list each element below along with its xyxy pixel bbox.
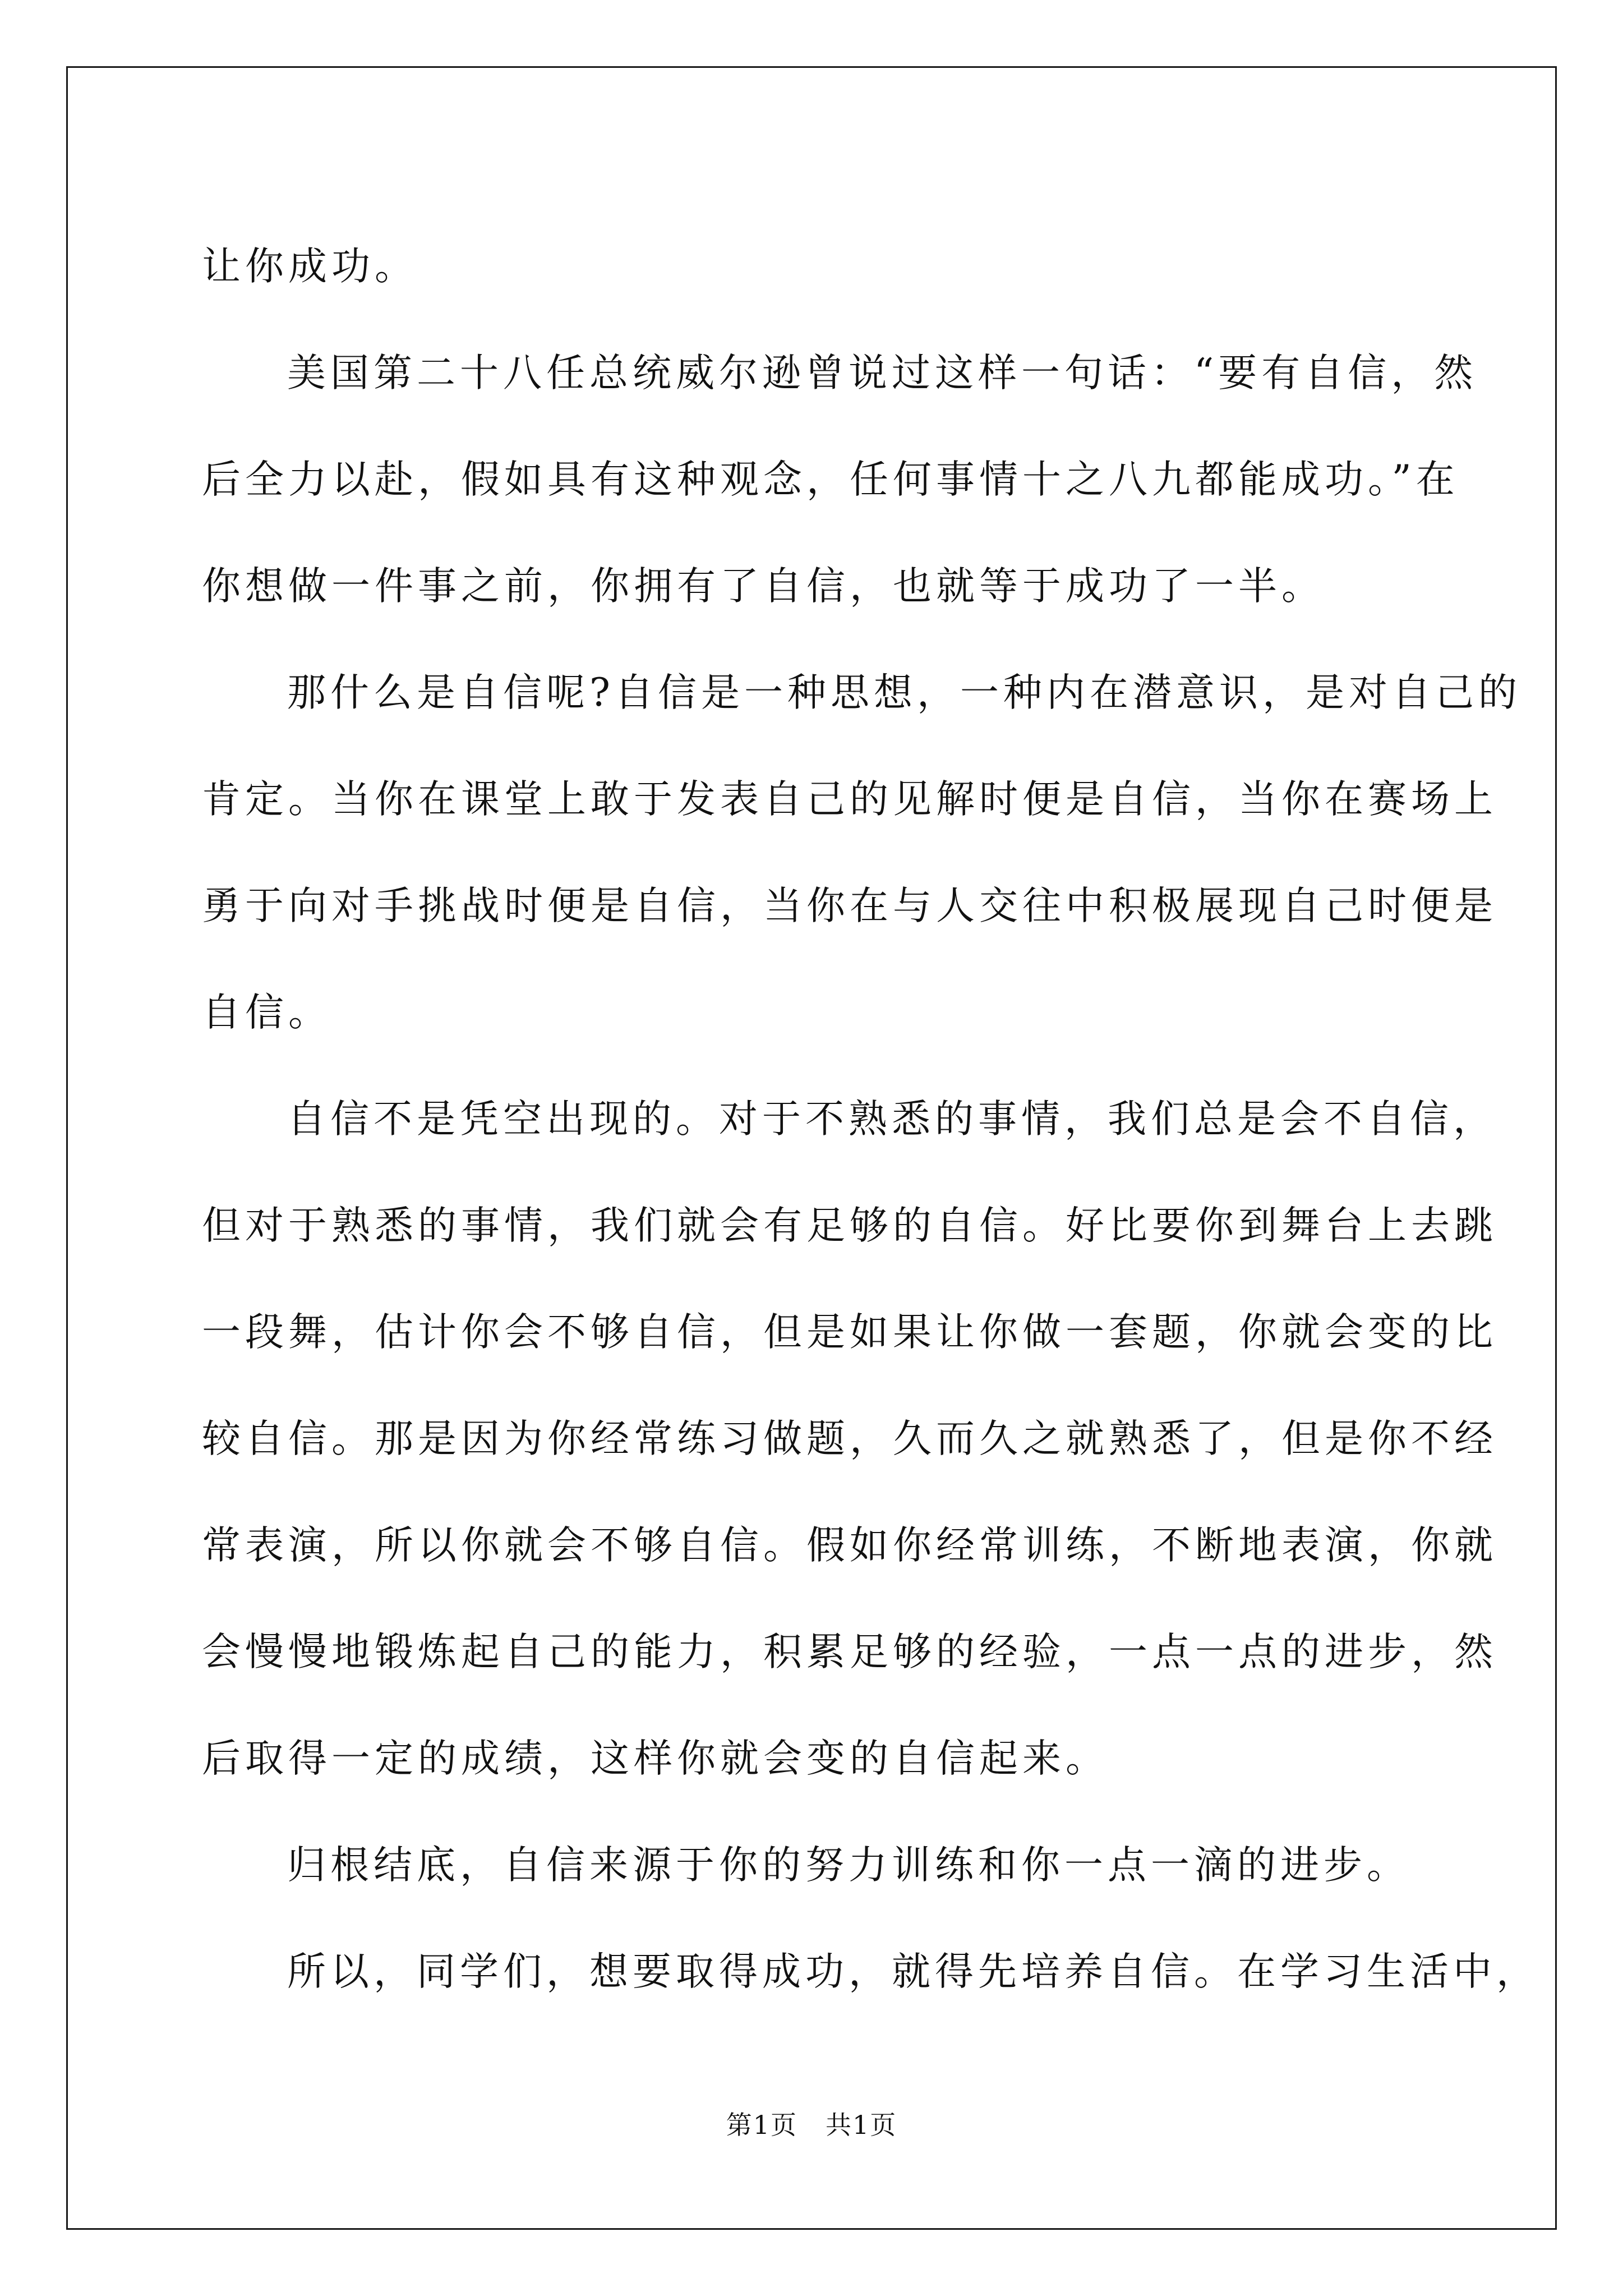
page-number: 第1页 (726, 2110, 797, 2140)
page-footer (0, 2108, 1623, 2142)
text-line: 后取得一定的成绩，这样你就会变的自信起来。 (202, 1736, 1109, 1781)
text-line: 那什么是自信呢?自信是一种思想，一种内在潜意识，是对自己的 (287, 670, 1521, 715)
text-line: 肯定。当你在课堂上敢于发表自己的见解时便是自信，当你在赛场上 (202, 777, 1497, 822)
text-line: 归根结底，自信来源于你的努力训练和你一点一滴的进步。 (287, 1843, 1410, 1888)
text-line: 后全力以赴，假如具有这种观念，任何事情十之八九都能成功。”在 (202, 457, 1459, 502)
text-line: 所以，同学们，想要取得成功，就得先培养自信。在学习生活中， (287, 1949, 1539, 1994)
text-line: 但对于熟悉的事情，我们就会有足够的自信。好比要你到舞台上去跳 (202, 1203, 1497, 1248)
text-line: 较自信。那是因为你经常练习做题，久而久之就熟悉了，但是你不经 (202, 1416, 1497, 1461)
text-line: 自信不是凭空出现的。对于不熟悉的事情，我们总是会不自信， (287, 1097, 1496, 1142)
text-line: 自信。 (202, 990, 331, 1035)
document-body (202, 213, 1539, 2025)
text-line: 一段舞，估计你会不够自信，但是如果让你做一套题，你就会变的比 (202, 1310, 1497, 1355)
page-total: 共1页 (826, 2110, 897, 2140)
text-line: 常表演，所以你就会不够自信。假如你经常训练，不断地表演，你就 (202, 1523, 1497, 1568)
text-line: 美国第二十八任总统威尔逊曾说过这样一句话：“要有自信，然 (287, 351, 1478, 395)
text-line: 会慢慢地锻炼起自己的能力，积累足够的经验，一点一点的进步，然 (202, 1630, 1497, 1674)
text-line: 勇于向对手挑战时便是自信，当你在与人交往中积极展现自己时便是 (202, 884, 1497, 928)
text-line: 你想做一件事之前，你拥有了自信，也就等于成功了一半。 (202, 564, 1325, 609)
text-line: 让你成功。 (202, 244, 418, 289)
